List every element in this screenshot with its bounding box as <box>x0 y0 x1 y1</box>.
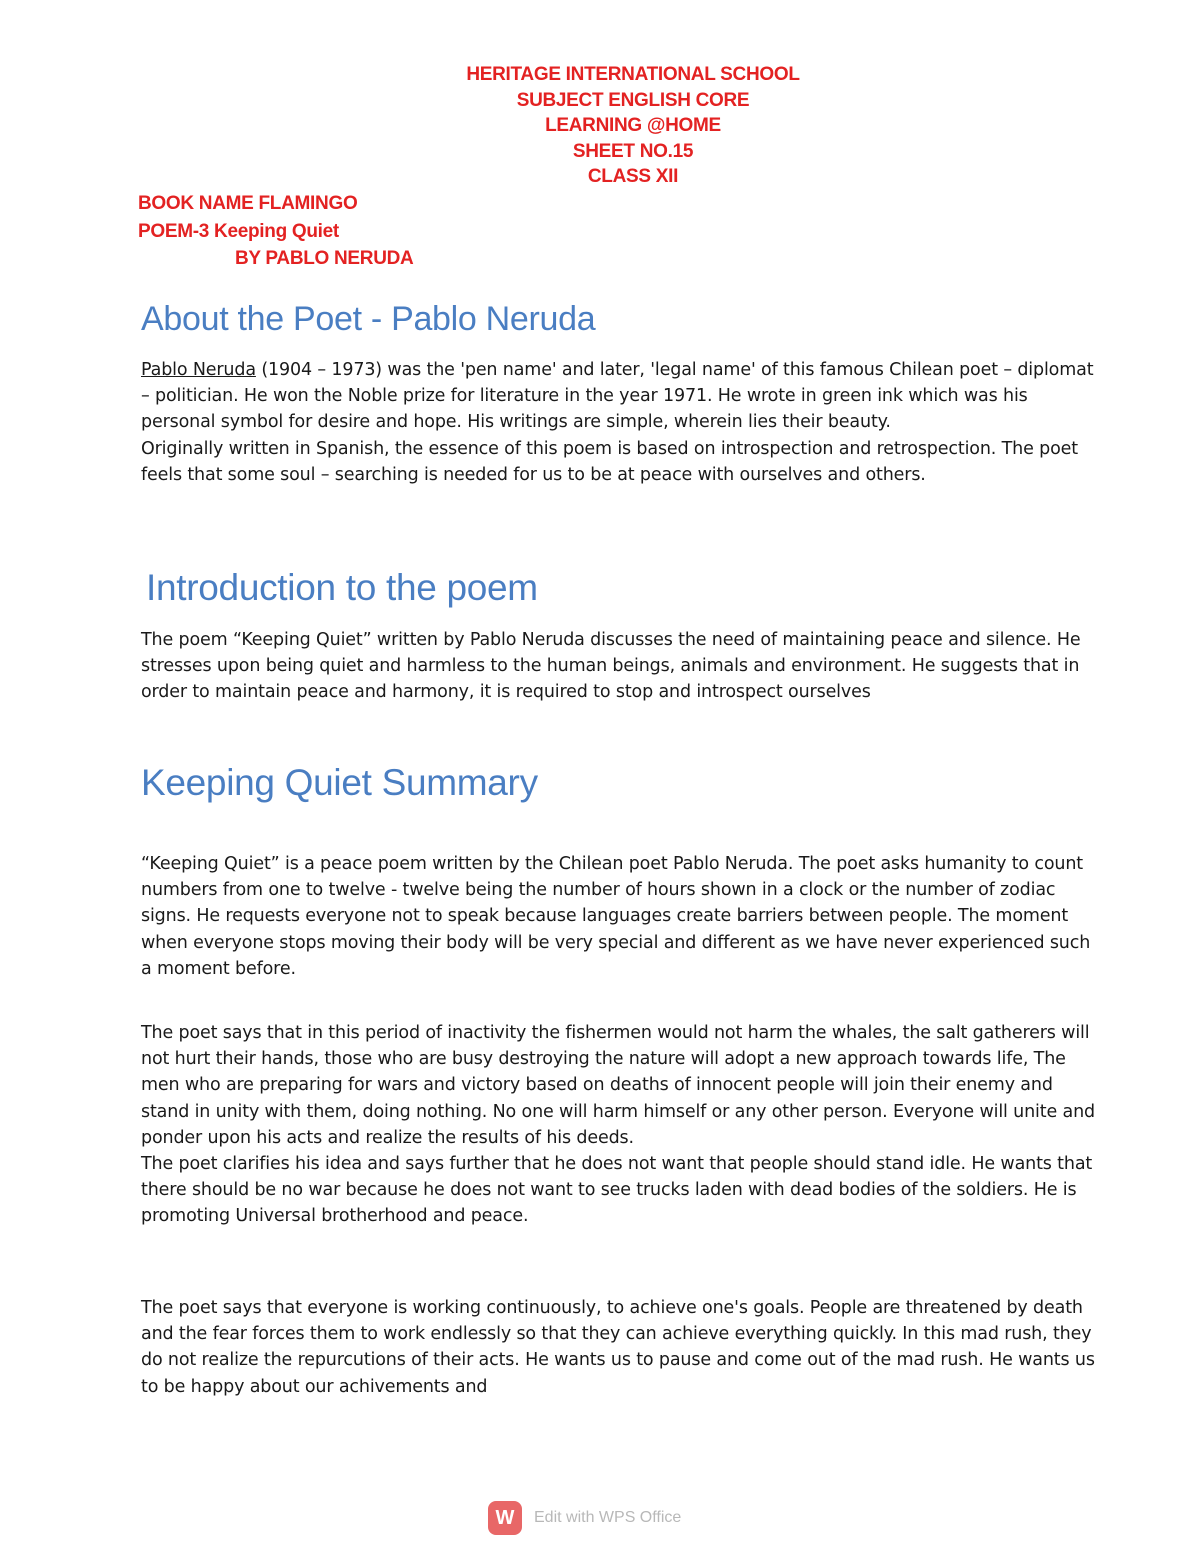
sheet-number: SHEET NO.15 <box>572 140 694 162</box>
introduction-heading: Introduction to the poem <box>146 567 538 608</box>
about-poem-text: Originally written in Spanish, the essence of this poem is based on introspection and retrospection. The poet feels that some soul – searching is needed for us to be at peace with ourselves and others. <box>141 438 1078 485</box>
book-info <box>138 190 413 273</box>
class-line: CLASS XII <box>587 166 679 187</box>
about-poet-text: (1904 – 1973) was the 'pen name' and later, 'legal name' of this famous Chilean poet – diplomat – politician. He won the Noble prize for literature in the year 1971. He wrote in green ink which was his personal symbol for desire and hope. His writings are simple, wherein lies their beauty. <box>141 360 1094 433</box>
poet-name-link[interactable]: Pablo Neruda <box>141 360 256 380</box>
about-poet-heading: About the Poet - Pablo Neruda <box>141 300 596 338</box>
subject-line: SUBJECT ENGLISH CORE <box>516 89 750 111</box>
summary-paragraph-4: The poet says that everyone is working continuously, to achieve one's goals. People are threatened by death and the fear forces them to work endlessly so that they can achieve everything quickly. In this mad rush, they do not realize the repurcutions of their acts. He wants us to pause and come out of the mad rush. He wants us to be happy about our achivements and <box>141 1298 1095 1397</box>
wps-logo-icon: W <box>488 1501 522 1535</box>
summary-paragraph-2-text: The poet says that in this period of inactivity the fishermen would not harm the whales, the salt gatherers will not hurt their hands, those who are busy destroying the nature will adopt a new approach towards life, The men who are preparing for wars and victory based on deaths of innocent people will join their enemy and stand in unity with them, doing nothing. No one will harm himself or any other person. Everyone will unite and ponder upon his acts and realize the results of his deeds. <box>141 1023 1095 1148</box>
wps-watermark-text: Edit with WPS Office <box>534 1509 682 1526</box>
about-poet-paragraph <box>141 357 1101 488</box>
learning-line: LEARNING @HOME <box>545 115 721 136</box>
book-name: BOOK NAME FLAMINGO <box>138 193 358 214</box>
summary-paragraph-2 <box>141 1020 1101 1230</box>
summary-paragraph-3-text: The poet clarifies his idea and says further that he does not want that people should stand idle. He wants that there should be no war because he does not want to see trucks laden with dead bodies of the soldiers. He is promoting Universal brotherhood and peace. <box>141 1154 1093 1227</box>
school-name: HERITAGE INTERNATIONAL SCHOOL <box>466 64 800 85</box>
introduction-paragraph: The poem “Keeping Quiet” written by Pablo Neruda discusses the need of maintaining peace and silence. He stresses upon being quiet and harmless to the human beings, animals and environment. He suggests that in order to maintain peace and harmony, it is required to stop and introspect ourselves <box>141 630 1081 703</box>
wps-watermark[interactable] <box>488 1501 681 1535</box>
summary-paragraph-1: “Keeping Quiet” is a peace poem written by the Chilean poet Pablo Neruda. The poet asks humanity to count numbers from one to twelve - twelve being the number of hours shown in a clock or the number of zodiac signs. He requests everyone not to speak because languages create barriers between people. The moment when everyone stops moving their body will be very special and different as we have never experienced such a moment before. <box>141 854 1091 979</box>
poem-author: BY PABLO NERUDA <box>235 248 414 269</box>
document-header <box>0 62 1200 190</box>
summary-heading: Keeping Quiet Summary <box>141 762 538 803</box>
poem-title: POEM-3 Keeping Quiet <box>138 220 339 242</box>
